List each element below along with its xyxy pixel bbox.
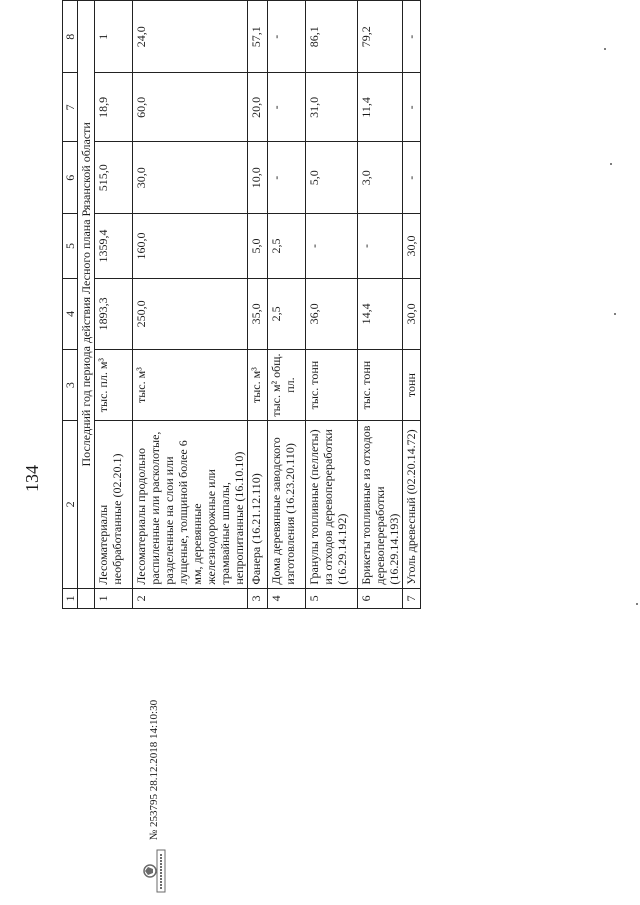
page-number: 134 [22, 465, 42, 492]
value-cell: 5,0 [306, 142, 358, 214]
column-number: 2 [63, 421, 78, 588]
product-name: Брикеты топливные из отходов деревопереработки (16.29.14.193) [358, 421, 403, 588]
data-table [62, 0, 421, 609]
value-cell: 515,0 [95, 142, 133, 214]
product-name: Лесоматериалы необработанные (02.20.1) [95, 421, 133, 588]
row-number: 1 [95, 588, 133, 608]
row-number: 3 [248, 588, 268, 608]
value-cell: 11,4 [358, 73, 403, 142]
value-cell: 1 [95, 1, 133, 73]
value-cell: 24,0 [133, 1, 248, 73]
footer-stamp [142, 700, 166, 893]
table-row [95, 1, 133, 609]
row-number: 7 [403, 588, 421, 608]
unit-cell: тыс. м² общ. пл. [268, 349, 306, 420]
scan-speck [614, 313, 616, 315]
register-number: № 253795 28.12.2018 14:10:30 [148, 699, 160, 841]
scan-speck [636, 603, 638, 605]
scan-speck [610, 163, 612, 165]
column-number: 4 [63, 278, 78, 349]
value-cell: 20,0 [248, 73, 268, 142]
value-cell: 30,0 [133, 142, 248, 214]
column-number: 8 [63, 1, 78, 73]
value-cell: 35,0 [248, 278, 268, 349]
table-row [133, 1, 248, 609]
row-number: 4 [268, 588, 306, 608]
value-cell: - [306, 214, 358, 279]
unit-cell: тыс. тонн [358, 349, 403, 420]
value-cell: 5,0 [248, 214, 268, 279]
column-number: 3 [63, 349, 78, 420]
column-number: 7 [63, 73, 78, 142]
unit-cell: тыс. тонн [306, 349, 358, 420]
unit-cell: тыс. м³ [133, 349, 248, 420]
unit-cell: тыс. пл. м³ [95, 349, 133, 420]
value-cell: 79,2 [358, 1, 403, 73]
table-row [403, 1, 421, 609]
value-cell: - [268, 1, 306, 73]
value-cell: 36,0 [306, 278, 358, 349]
section-blank-cell [78, 588, 95, 608]
column-number: 5 [63, 214, 78, 279]
table-row [248, 1, 268, 609]
unit-cell: тонн [403, 349, 421, 420]
value-cell: 10,0 [248, 142, 268, 214]
value-cell: - [403, 73, 421, 142]
product-name: Фанера (16.21.12.110) [248, 421, 268, 588]
value-cell: 30,0 [403, 214, 421, 279]
value-cell: - [268, 73, 306, 142]
section-title: Последний год периода действия Лесного плана Рязанской области [78, 1, 95, 589]
product-name: Гранулы топливные (пеллеты) из отходов деревопереработки (16.29.14.192) [306, 421, 358, 588]
table-row [268, 1, 306, 609]
value-cell: 250,0 [133, 278, 248, 349]
unit-cell: тыс. м³ [248, 349, 268, 420]
row-number: 2 [133, 588, 248, 608]
value-cell: 60,0 [133, 73, 248, 142]
value-cell: - [358, 214, 403, 279]
table-row [358, 1, 403, 609]
value-cell: - [403, 1, 421, 73]
value-cell: - [403, 142, 421, 214]
column-number: 6 [63, 142, 78, 214]
value-cell: 1893,3 [95, 278, 133, 349]
value-cell: 14,4 [358, 278, 403, 349]
value-cell: 18,9 [95, 73, 133, 142]
value-cell: 57,1 [248, 1, 268, 73]
seal-logo-icon [142, 849, 166, 893]
value-cell: 30,0 [403, 278, 421, 349]
value-cell: 2,5 [268, 214, 306, 279]
product-name: Лесоматериалы продольно распиленные или расколотые, разделенные на слои или лущеные, толщиной более 6 мм, деревянные железнодорожные или трамвайные шпалы, непропитанные (16.10.10) [133, 421, 248, 588]
row-number: 6 [358, 588, 403, 608]
value-cell: 86,1 [306, 1, 358, 73]
column-number: 1 [63, 588, 78, 608]
column-number-row [63, 1, 78, 609]
value-cell: 160,0 [133, 214, 248, 279]
product-name: Уголь древесный (02.20.14.72) [403, 421, 421, 588]
value-cell: 1359,4 [95, 214, 133, 279]
table-row [306, 1, 358, 609]
section-row [78, 1, 95, 609]
value-cell: - [268, 142, 306, 214]
value-cell: 31,0 [306, 73, 358, 142]
product-name: Дома деревянные заводского изготовления (16.23.20.110) [268, 421, 306, 588]
row-number: 5 [306, 588, 358, 608]
value-cell: 2,5 [268, 278, 306, 349]
value-cell: 3,0 [358, 142, 403, 214]
scan-speck [604, 48, 606, 50]
